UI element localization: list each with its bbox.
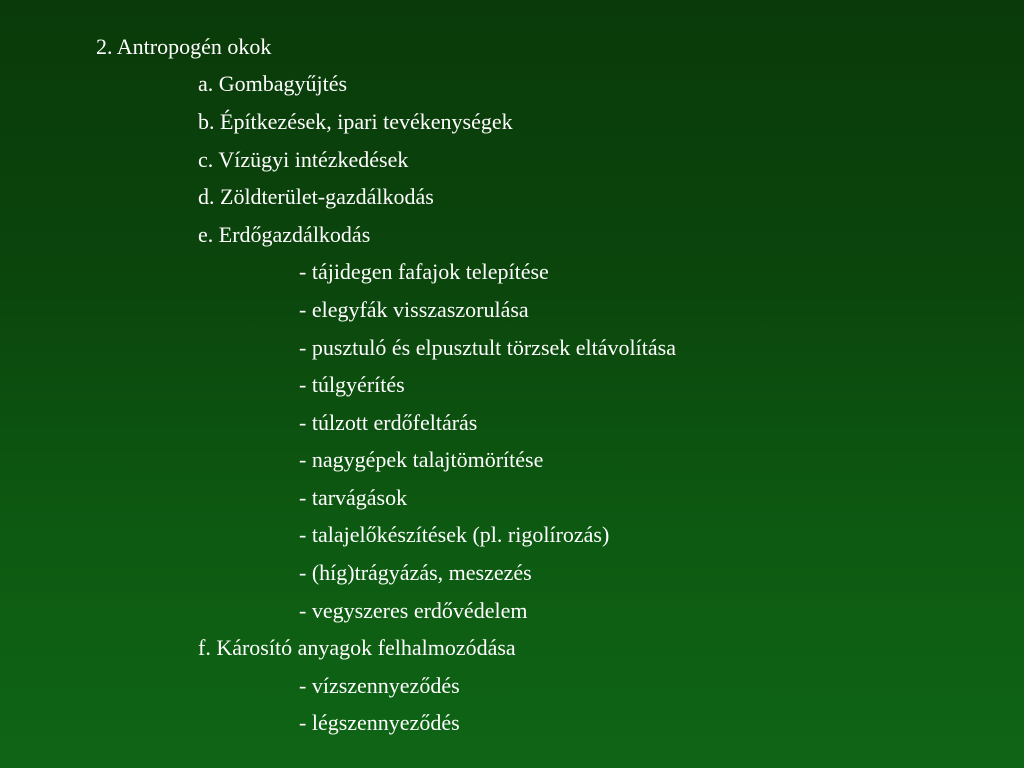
list-item-f: f. Károsító anyagok felhalmozódása [198,635,516,660]
sub-item: - túlgyérítés [299,372,405,397]
slide-heading: 2. Antropogén okok [96,34,272,59]
sub-item: - nagygépek talajtömörítése [299,447,544,472]
list-item-c: c. Vízügyi intézkedések [198,147,409,172]
list-item-e: e. Erdőgazdálkodás [198,222,371,247]
list-item-b: b. Építkezések, ipari tevékenységek [198,109,513,134]
sub-item: - elegyfák visszaszorulása [299,297,529,322]
sub-item: - vegyszeres erdővédelem [299,598,528,623]
sub-item: - légszennyeződés [299,710,460,735]
sub-item: - vízszennyeződés [299,673,460,698]
sub-item: - talajelőkészítések (pl. rigolírozás) [299,522,610,547]
list-item-a: a. Gombagyűjtés [198,71,348,96]
sub-item: - tájidegen fafajok telepítése [299,259,549,284]
sub-item: - túlzott erdőfeltárás [299,410,478,435]
list-item-d: d. Zöldterület-gazdálkodás [198,184,434,209]
sub-item: - pusztuló és elpusztult törzsek eltávolítása [299,335,676,360]
sub-item: - tarvágások [299,485,408,510]
sub-item: - (híg)trágyázás, meszezés [299,560,532,585]
